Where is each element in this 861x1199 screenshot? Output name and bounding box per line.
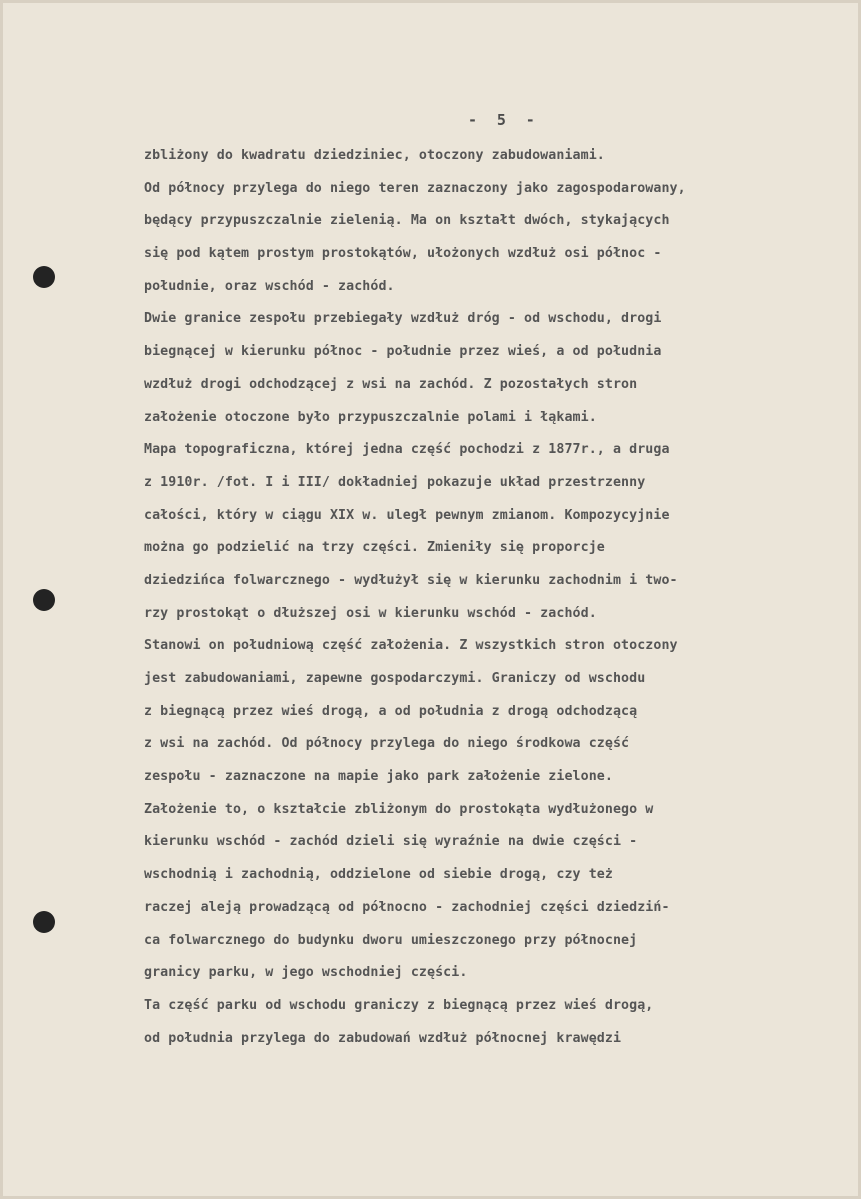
text-line: z 1910r. /fot. I i III/ dokładniej pokazuje układ przestrzenny: [144, 474, 646, 490]
text-line: południe, oraz wschód - zachód.: [144, 278, 395, 294]
text-line: z wsi na zachód. Od północy przylega do niego środkowa część: [144, 736, 630, 752]
text-line: wzdłuż drogi odchodzącej z wsi na zachód. Z pozostałych stron: [144, 376, 638, 392]
text-line: ca folwarcznego do budynku dworu umieszczonego przy północnej: [144, 932, 638, 948]
text-line: całości, który w ciągu XIX w. uległ pewnym zmianom. Kompozycyjnie: [144, 507, 670, 523]
text-line: się pod kątem prostym prostokątów, ułożonych wzdłuż osi północ -: [144, 246, 662, 262]
text-line: można go podzielić na trzy części. Zmieniły się proporcje: [144, 540, 605, 556]
punch-hole-bottom: [33, 911, 55, 933]
text-line: zbliżony do kwadratu dziedziniec, otoczony zabudowaniami.: [144, 148, 605, 163]
text-line: Od północy przylega do niego teren zaznaczony jako zagospodarowany,: [144, 180, 686, 196]
text-line: zespołu - zaznaczone na mapie jako park założenie zielone.: [144, 769, 613, 785]
text-line: założenie otoczone było przypuszczalnie polami i łąkami.: [144, 409, 597, 425]
text-line: z biegnącą przez wieś drogą, a od południa z drogą odchodzącą: [144, 703, 638, 719]
text-line: rzy prostokąt o dłuższej osi w kierunku wschód - zachód.: [144, 605, 597, 621]
text-line: granicy parku, w jego wschodniej części.: [144, 965, 468, 981]
text-line: raczej aleją prowadzącą od północno - zachodniej części dziedziń-: [144, 899, 670, 915]
typed-text-body: [144, 140, 834, 1055]
text-line: Ta część parku od wschodu graniczy z biegnącą przez wieś drogą,: [144, 997, 654, 1013]
text-line: Mapa topograficzna, której jedna część pochodzi z 1877r., a druga: [144, 442, 670, 458]
text-line: dziedzińca folwarcznego - wydłużył się w kierunku zachodnim i two-: [144, 572, 678, 588]
text-line: będący przypuszczalnie zielenią. Ma on kształt dwóch, stykających: [144, 213, 670, 229]
punch-hole-middle: [33, 589, 55, 611]
text-line: kierunku wschód - zachód dzieli się wyraźnie na dwie części -: [144, 834, 638, 850]
text-line: wschodnią i zachodnią, oddzielone od siebie drogą, czy też: [144, 867, 613, 883]
punch-hole-top: [33, 266, 55, 288]
text-line: jest zabudowaniami, zapewne gospodarczymi. Graniczy od wschodu: [144, 671, 646, 686]
page-number: - 5 -: [468, 111, 536, 129]
text-line: Dwie granice zespołu przebiegały wzdłuż dróg - od wschodu, drogi: [144, 311, 662, 327]
text-line: biegnącej w kierunku północ - południe przez wieś, a od południa: [144, 344, 662, 360]
text-line: od południa przylega do zabudowań wzdłuż północnej krawędzi: [144, 1030, 622, 1046]
text-line: Stanowi on południową część założenia. Z wszystkich stron otoczony: [144, 638, 678, 654]
text-line: Założenie to, o kształcie zbliżonym do prostokąta wydłużonego w: [144, 801, 654, 817]
